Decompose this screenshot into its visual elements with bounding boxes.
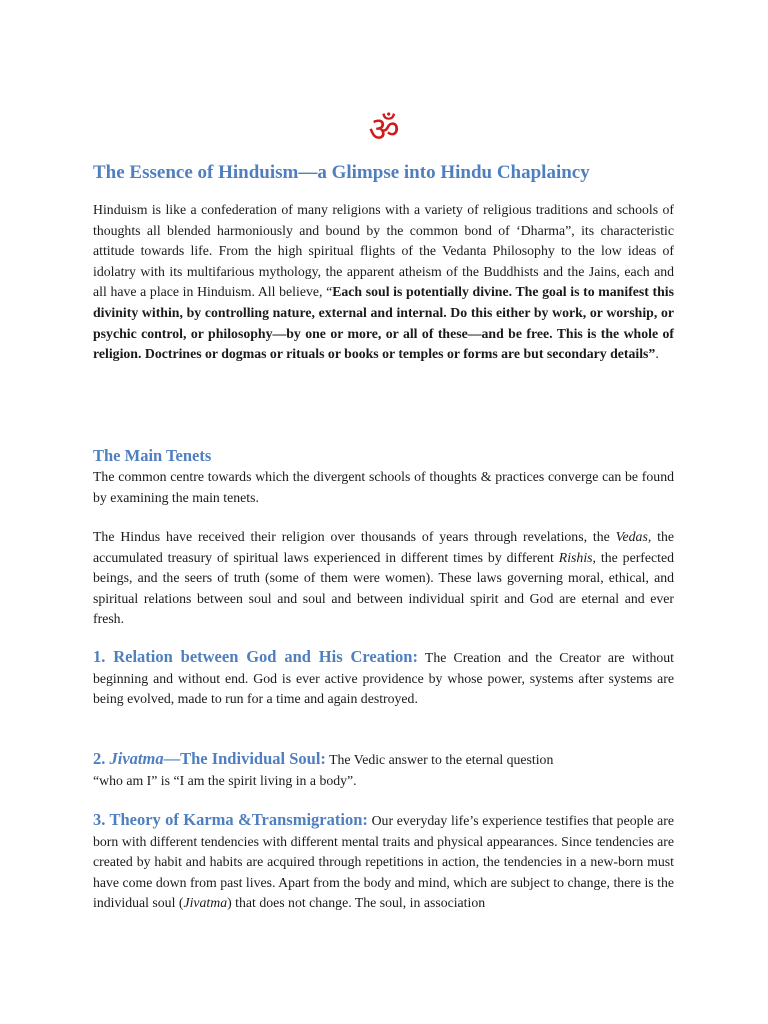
section-2-heading: —The Individual Soul: xyxy=(163,749,326,768)
section-1 xyxy=(93,647,674,710)
section-2-number: 2. xyxy=(93,749,110,768)
intro-end: . xyxy=(655,346,659,362)
section-3 xyxy=(93,810,674,914)
vedas-term: Vedas xyxy=(615,529,648,544)
intro-paragraph xyxy=(93,200,674,365)
section-3-text-b: ) that does not change. The soul, in association xyxy=(227,895,486,911)
main-tenets-heading: The Main Tenets xyxy=(93,446,212,465)
p2-text-c: , the perfected beings, and the seers of truth (some of them were women). These laws governing moral, ethical, and spiritual relations between soul and soul and between individual spirit and God are eternal and ever fresh. xyxy=(93,549,674,627)
om-symbol: ॐ xyxy=(368,110,400,150)
p2-text-b: , the accumulated treasury of spiritual laws experienced in different times by different xyxy=(93,529,675,565)
tenets-paragraph-2 xyxy=(93,527,674,630)
section-1-text: The Creation and the Creator are without beginning and without end. God is ever active providence by whose power, systems after systems are being evolved, made to run for a time and again destroyed. xyxy=(93,650,674,707)
jivatma-term-2: Jivatma xyxy=(183,895,228,911)
rishis-term: Rishis xyxy=(558,549,593,565)
tenets-paragraph-1: The common centre towards which the divergent schools of thoughts & practices converge can be found by examining the main tenets. xyxy=(93,469,674,505)
section-1-heading: 1. Relation between God and His Creation: xyxy=(93,647,418,666)
section-2 xyxy=(93,749,674,791)
section-3-heading: 3. Theory of Karma &Transmigration: xyxy=(93,810,368,829)
p2-text-a: The Hindus have received their religion over thousands of years through revelations, the xyxy=(93,529,616,544)
intro-text: Hinduism is like a confederation of many religions with a variety of religious traditions and schools of thoughts all blended harmoniously and bound by the common bond of ‘Dharma”, its characteristic attitude towards life. From the high spiritual flights of the Vedanta Philosophy to the low ideas of idolatry with its multifarious mythology, the apparent atheism of the Buddhists and the Jains, each and all have a place in Hinduism. All believe, “ xyxy=(93,202,674,300)
section-2-text-b: “who am I” is “I am the spirit living in a body”. xyxy=(93,772,357,788)
section-3-text-a: Our everyday life’s experience testifies that people are born with different tendencies with different mental traits and physical appearances. Since tendencies are created by habit and habits are acquired through repetitions in action, the tendencies in a new-born must have come down from past lives. Apart from the body and mind, which are subject to change, there is the individual soul ( xyxy=(93,813,674,911)
intro-quote: Each soul is potentially divine. The goal is to manifest this divinity within, by controlling nature, external and internal. Do this either by work, or worship, or psychic control, or philosophy—by one or more, or all of these—and be free. This is the whole of religion. Doctrines or dogmas or rituals or books or temples or forms are but secondary details” xyxy=(93,284,674,362)
jivatma-term: Jivatma xyxy=(109,749,164,768)
section-2-text-a: The Vedic answer to the eternal question xyxy=(325,752,554,767)
page-title: The Essence of Hinduism—a Glimpse into Hindu Chaplaincy xyxy=(93,162,590,183)
